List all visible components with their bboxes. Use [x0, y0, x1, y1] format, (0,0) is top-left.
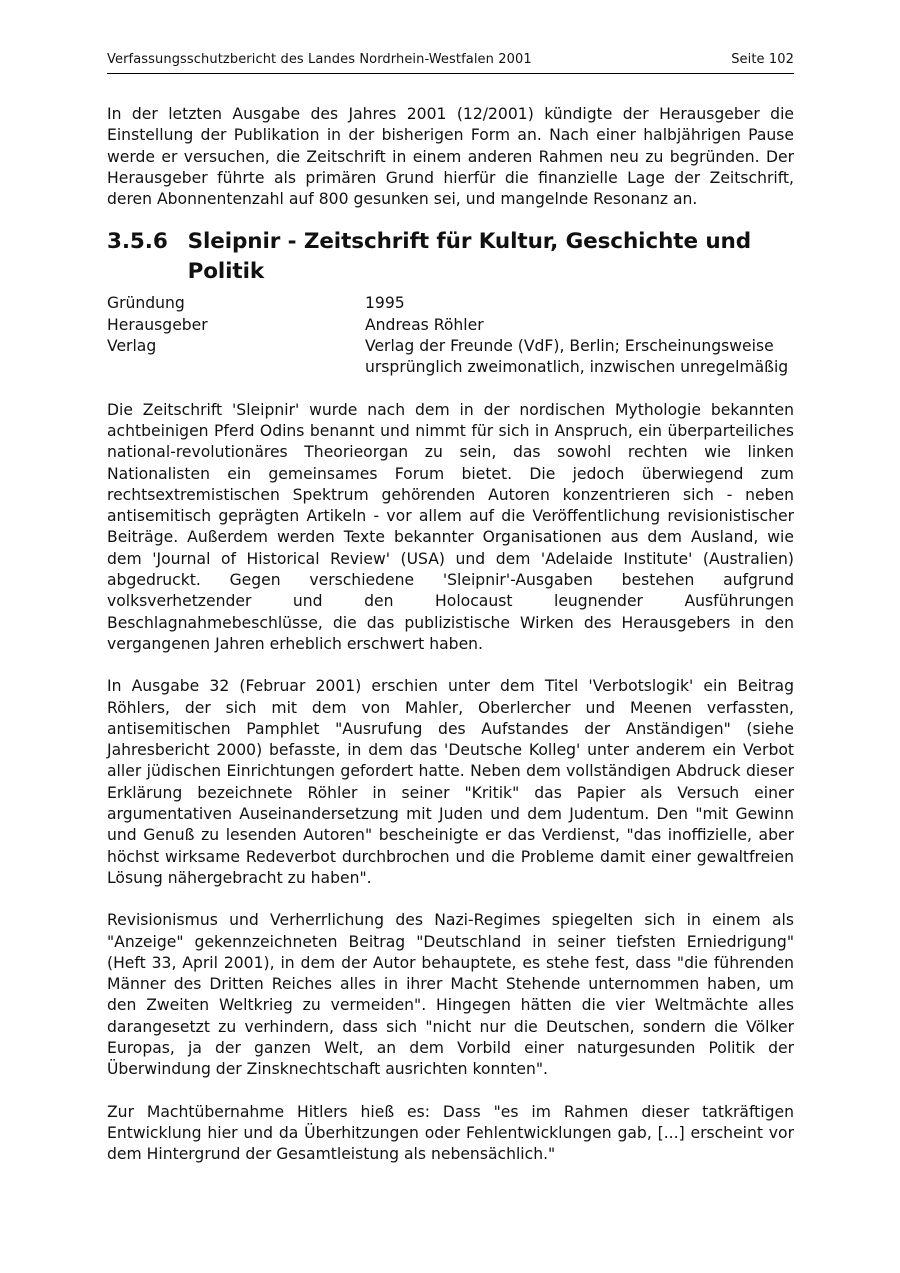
metadata-key: Herausgeber: [107, 315, 208, 334]
metadata-value: 1995: [365, 294, 405, 313]
publication-metadata: [107, 293, 794, 378]
body-paragraph: Zur Machtübernahme Hitlers hieß es: Dass "es im Rahmen dieser tatkräftigen Entwicklung hier und da Überhitzungen oder Fehlentwicklungen gab, [...] erscheint vor dem Hintergrund der Gesamtleistung als nebensächlich.": [107, 1102, 794, 1164]
header-title: Verfassungsschutzbericht des Landes Nordrhein-Westfalen 2001: [107, 52, 532, 67]
metadata-row: [107, 315, 794, 336]
section-title: Sleipnir - Zeitschrift für Kultur, Geschichte und Politik: [187, 229, 752, 285]
body-paragraph: Die Zeitschrift 'Sleipnir' wurde nach dem in der nordischen Mythologie bekannten achtbeinigen Pferd Odins benannt und nimmt für sich in Anspruch, ein überparteiliches national-revolutionäres Theorieorgan zu sein, das sowohl rechten wie linken Nationalisten ein gemeinsames Forum bietet. Die jedoch überwiegend zum rechtsextremistischen Spektrum gehörenden Autoren konzentrieren sich - neben antisemitisch geprägten Artikeln - vor allem auf die Veröffentlichung revisionistischer Beiträge. Außerdem werden Texte bekannter Organisationen aus dem Ausland, wie dem 'Journal of Historical Review' (USA) und dem 'Adelaide Institute' (Australien) abgedruckt. Gegen verschiedene 'Sleipnir'-Ausgaben bestehen aufgrund volksverhetzender und den Holocaust leugnender Ausführungen Beschlagnahmebeschlüsse, die das publizistische Wirken des Herausgebers in den vergangenen Jahren erheblich erschwert haben.: [107, 400, 794, 653]
metadata-value: Verlag der Freunde (VdF), Berlin; Erscheinungsweise ursprünglich zweimonatlich, inzwischen unregelmäßig: [365, 337, 789, 377]
body-paragraph: Revisionismus und Verherrlichung des Nazi-Regimes spiegelten sich in einem als "Anzeige" gekennzeichneten Beitrag "Deutschland in seiner tiefsten Erniedrigung" (Heft 33, April 2001), in dem der Autor behauptete, es stehe fest, dass "die führenden Männer des Dritten Reiches alles in ihrer Macht Stehende unternommen haben, um den Zweiten Weltkrieg zu vermeiden". Hingegen hätten die vier Weltmächte alles darangesetzt zu verhindern, dass sich "nicht nur die Deutschen, sondern die Völker Europas, ja der ganzen Welt, an dem Vorbild einer naturgesunden Politik der Überwindung der Zinsknechtschaft ausrichten konnten".: [107, 911, 794, 1079]
section-heading: [107, 227, 794, 287]
metadata-row: [107, 336, 794, 379]
metadata-row: [107, 293, 794, 314]
metadata-key: Gründung: [107, 294, 185, 313]
section-number: 3.5.6: [107, 229, 168, 255]
page-header: [107, 52, 794, 74]
page-content: [107, 104, 794, 1165]
intro-paragraph: In der letzten Ausgabe des Jahres 2001 (12/2001) kündigte der Herausgeber die Einstellung der Publikation in der bisherigen Form an. Nach einer halbjährigen Pause werde er versuchen, die Zeitschrift in einem anderen Rahmen neu zu begründen. Der Herausgeber führte als primären Grund hierfür die finanzielle Lage der Zeitschrift, deren Abonnentenzahl auf 800 gesunken sei, und mangelnde Resonanz an.: [107, 105, 794, 209]
metadata-key: Verlag: [107, 337, 157, 356]
body-paragraph: In Ausgabe 32 (Februar 2001) erschien unter dem Titel 'Verbotslogik' ein Beitrag Röhlers, der sich mit dem von Mahler, Oberlercher und Meenen verfassten, antisemitischen Pamphlet "Ausrufung des Aufstandes der Anständigen" (siehe Jahresbericht 2000) befasste, in dem das 'Deutsche Kolleg' unter anderem ein Verbot aller jüdischen Einrichtungen gefordert hatte. Neben dem vollständigen Abdruck dieser Erklärung bezeichnete Röhler in seiner "Kritik" das Papier als Versuch einer argumentativen Auseinandersetzung mit Juden und dem Judentum. Den "mit Gewinn und Genuß zu lesenden Autoren" bescheinigte er das Verdienst, "das inoffizielle, aber höchst wirksame Redeverbot durchbrochen und die Probleme damit einer gewaltfreien Lösung nähergebracht zu haben".: [107, 677, 794, 887]
metadata-value: Andreas Röhler: [365, 315, 484, 334]
header-page-number: Seite 102: [731, 52, 794, 67]
